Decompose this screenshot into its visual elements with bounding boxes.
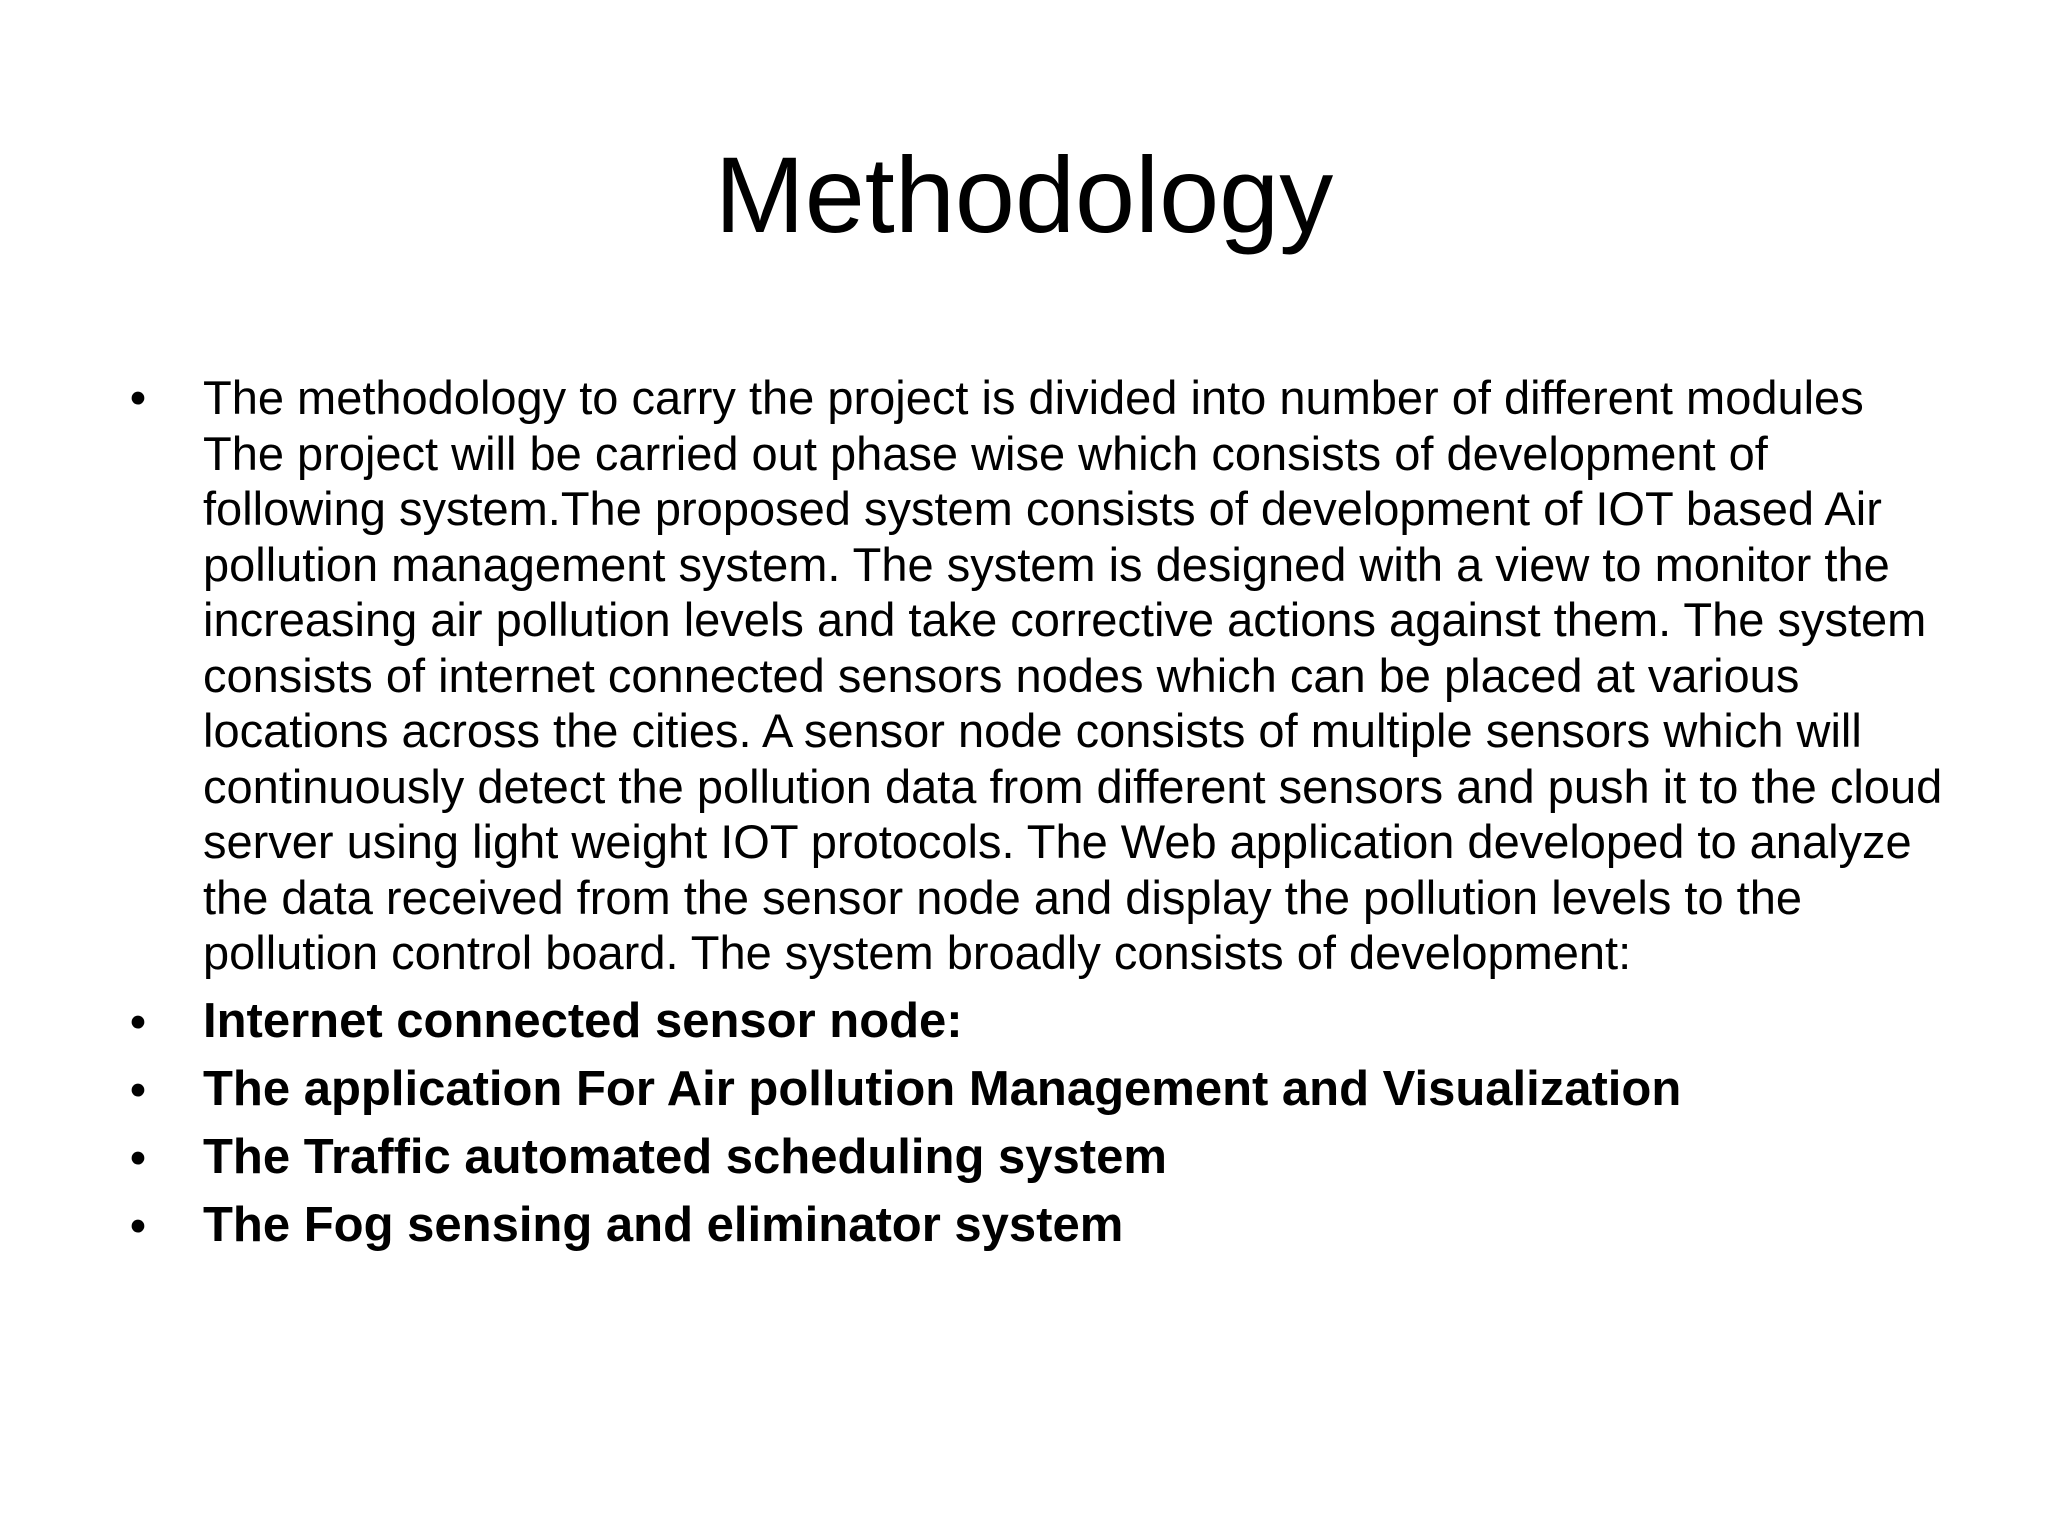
bullet-icon: •	[129, 1198, 147, 1252]
list-item	[123, 993, 1943, 1050]
bullet-icon: •	[129, 1130, 147, 1184]
list-item	[123, 1061, 1943, 1118]
list-item-label: Internet connected sensor node:	[203, 993, 963, 1048]
list-item-label: The Traffic automated scheduling system	[203, 1129, 1167, 1184]
slide-title: Methodology	[714, 134, 1334, 255]
list-item	[123, 1197, 1943, 1254]
bullet-icon: •	[129, 994, 147, 1048]
bullet-icon: •	[129, 371, 147, 424]
bullet-icon: •	[129, 1062, 147, 1116]
list-item	[123, 370, 1943, 981]
methodology-paragraph: The methodology to carry the project is divided into number of different modules The project will be carried out phase wise which consists of development of following system.The proposed system consists of development of IOT based Air pollution management system. The system is designed with a view to monitor the increasing air pollution levels and take corrective actions against them. The system consists of internet connected sensors nodes which can be placed at various locations across the cities. A sensor node consists of multiple sensors which will continuously detect the pollution data from different sensors and push it to the cloud server using light weight IOT protocols. The Web application developed to analyze the data received from the sensor node and display the pollution levels to the pollution control board. The system broadly consists of development:	[203, 371, 1943, 979]
bullet-list	[123, 370, 1943, 1265]
list-item	[123, 1129, 1943, 1186]
list-item-label: The Fog sensing and eliminator system	[203, 1197, 1124, 1252]
list-item-label: The application For Air pollution Management and Visualization	[203, 1061, 1682, 1116]
